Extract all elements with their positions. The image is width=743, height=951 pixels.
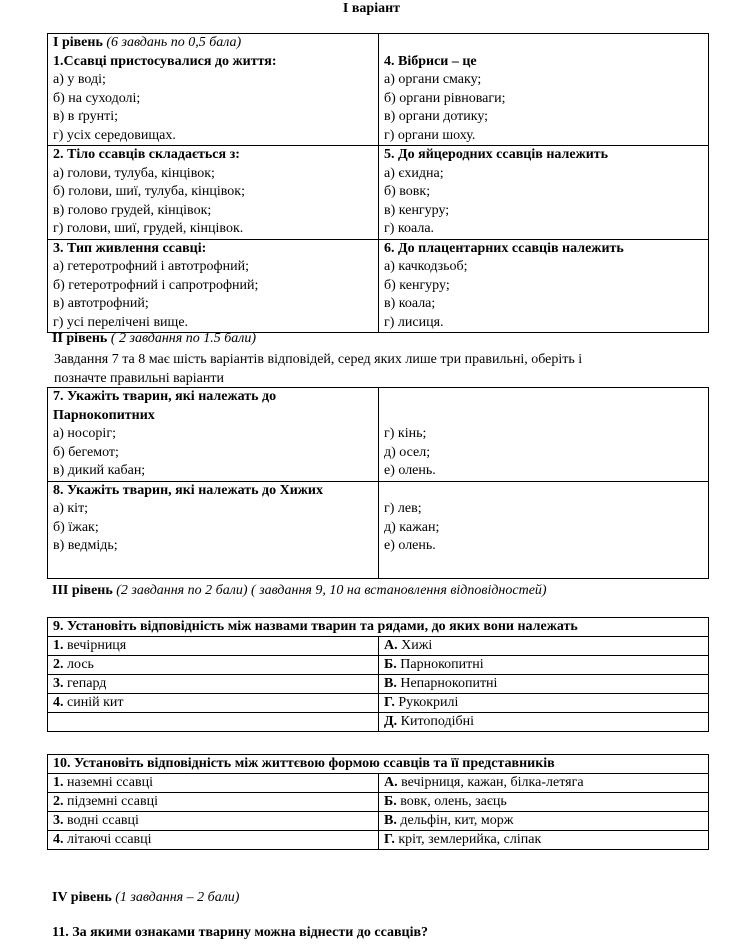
- option: г) кінь;: [384, 426, 427, 441]
- option: а) кіт;: [53, 501, 89, 516]
- option: е) олень.: [384, 463, 436, 478]
- table-cell: 3. водні ссавці: [48, 812, 379, 831]
- table-cell: 1. наземні ссавці: [48, 774, 379, 793]
- cell-q8-right: [379, 481, 709, 578]
- option: г) коала.: [384, 221, 435, 236]
- level2-instruction-line1: Завдання 7 та 8 має шість варіантів відповідей, серед яких лише три правильні, оберіть і: [54, 352, 583, 367]
- option: г) лев;: [384, 501, 422, 516]
- question-3: 3. Тип живлення ссавці:: [53, 240, 207, 256]
- cell-q4: [379, 34, 709, 146]
- cell-q7-left: [48, 388, 379, 482]
- level4-heading: IV рівень (1 завдання – 2 бали): [52, 890, 240, 905]
- table-cell: Б. вовк, олень, заєць: [379, 793, 709, 812]
- cell-q1: [48, 34, 379, 146]
- table-cell: Д. Китоподібні: [379, 713, 709, 732]
- level2-heading: ІІ рівень ( 2 завдання по 1.5 бали): [52, 331, 257, 346]
- question-7-line2: Парнокопитних: [53, 407, 155, 423]
- question-10: 10. Установіть відповідність між життєвою формою ссавців та її представників: [48, 755, 709, 774]
- option: б) гетеротрофний і сапротрофний;: [53, 277, 259, 293]
- option: в) коала;: [384, 296, 436, 311]
- option: в) кенгуру;: [384, 202, 450, 218]
- option: а) голови, тулуба, кінцівок;: [53, 165, 215, 181]
- table-cell: [48, 713, 379, 732]
- level1-heading: І рівень (6 завдань по 0,5 бала): [53, 35, 242, 50]
- option: в) ведмідь;: [53, 538, 118, 553]
- option: а) органи смаку;: [384, 72, 482, 87]
- table-cell: 2. підземні ссавці: [48, 793, 379, 812]
- option: а) гетеротрофний і автотрофний;: [53, 259, 249, 274]
- option: в) автотрофний;: [53, 296, 149, 311]
- option: б) кенгуру;: [384, 277, 450, 293]
- question-2: 2. Тіло ссавців складається з:: [53, 147, 240, 162]
- table-cell: В. дельфін, кит, морж: [379, 812, 709, 831]
- option: б) на суходолі;: [53, 90, 141, 106]
- option: в) голово грудей, кінцівок;: [53, 202, 212, 218]
- option: б) органи рівноваги;: [384, 90, 506, 106]
- question-9-table: [47, 617, 709, 732]
- question-5: 5. До яйцеродних ссавців належить: [384, 147, 609, 162]
- level1-table: [47, 33, 709, 333]
- cell-q5: [379, 146, 709, 240]
- option: в) в ґрунті;: [53, 109, 119, 124]
- table-cell: Б. Парнокопитні: [379, 656, 709, 675]
- question-10-table: [47, 754, 709, 850]
- option: б) бегемот;: [53, 444, 119, 460]
- page-title: І варіант: [342, 1, 401, 16]
- level2-instruction-line2: позначте правильні варіанти: [54, 371, 224, 386]
- table-cell: 4. синій кит: [48, 694, 379, 713]
- question-7-line1: 7. Укажіть тварин, які належать до: [53, 389, 277, 404]
- option: д) кажан;: [384, 519, 440, 535]
- option: а) у воді;: [53, 72, 106, 87]
- option: г) органи шоху.: [384, 127, 476, 143]
- table-cell: Г. кріт, землерийка, сліпак: [379, 831, 709, 850]
- level3-heading: ІІІ рівень (2 завдання по 2 бали) ( завдання 9, 10 на встановлення відповідностей): [52, 583, 547, 598]
- option: б) голови, шиї, тулуба, кінцівок;: [53, 184, 245, 199]
- question-9: 9. Установіть відповідність між назвами тварин та рядами, до яких вони належать: [48, 618, 709, 637]
- table-cell: Г. Рукокрилі: [379, 694, 709, 713]
- option: г) усіх середовищах.: [53, 127, 176, 143]
- option: а) єхидна;: [384, 165, 444, 181]
- table-cell: А. Хижі: [379, 637, 709, 656]
- option: в) дикий кабан;: [53, 463, 146, 478]
- option: г) голови, шиї, грудей, кінцівок.: [53, 221, 244, 236]
- option: г) усі перелічені вище.: [53, 314, 189, 330]
- question-11: 11. За якими ознаками тварину можна віднести до ссавців?: [52, 925, 429, 940]
- cell-q3: [48, 239, 379, 333]
- cell-q7-right: [379, 388, 709, 482]
- option: в) органи дотику;: [384, 109, 489, 124]
- question-6: 6. До плацентарних ссавців належить: [384, 240, 624, 256]
- table-cell: В. Непарнокопитні: [379, 675, 709, 694]
- table-cell: 2. лось: [48, 656, 379, 675]
- cell-q2: [48, 146, 379, 240]
- option: б) їжак;: [53, 519, 99, 535]
- table-cell: 1. вечірниця: [48, 637, 379, 656]
- level2-table: [47, 387, 709, 579]
- option: д) осел;: [384, 444, 431, 460]
- cell-q8-left: [48, 481, 379, 578]
- cell-q6: [379, 239, 709, 333]
- table-cell: 3. гепард: [48, 675, 379, 694]
- question-8: 8. Укажіть тварин, які належать до Хижих: [53, 482, 323, 498]
- question-4: 4. Вібриси – це: [384, 53, 477, 69]
- option: б) вовк;: [384, 184, 431, 199]
- option: г) лисиця.: [384, 314, 444, 330]
- option: е) олень.: [384, 538, 436, 553]
- table-cell: А. вечірниця, кажан, білка-летяга: [379, 774, 709, 793]
- option: а) носоріг;: [53, 426, 116, 441]
- option: а) качкодзьоб;: [384, 259, 468, 274]
- question-1: 1.Ссавці пристосувалися до життя:: [53, 53, 277, 69]
- table-cell: 4. літаючі ссавці: [48, 831, 379, 850]
